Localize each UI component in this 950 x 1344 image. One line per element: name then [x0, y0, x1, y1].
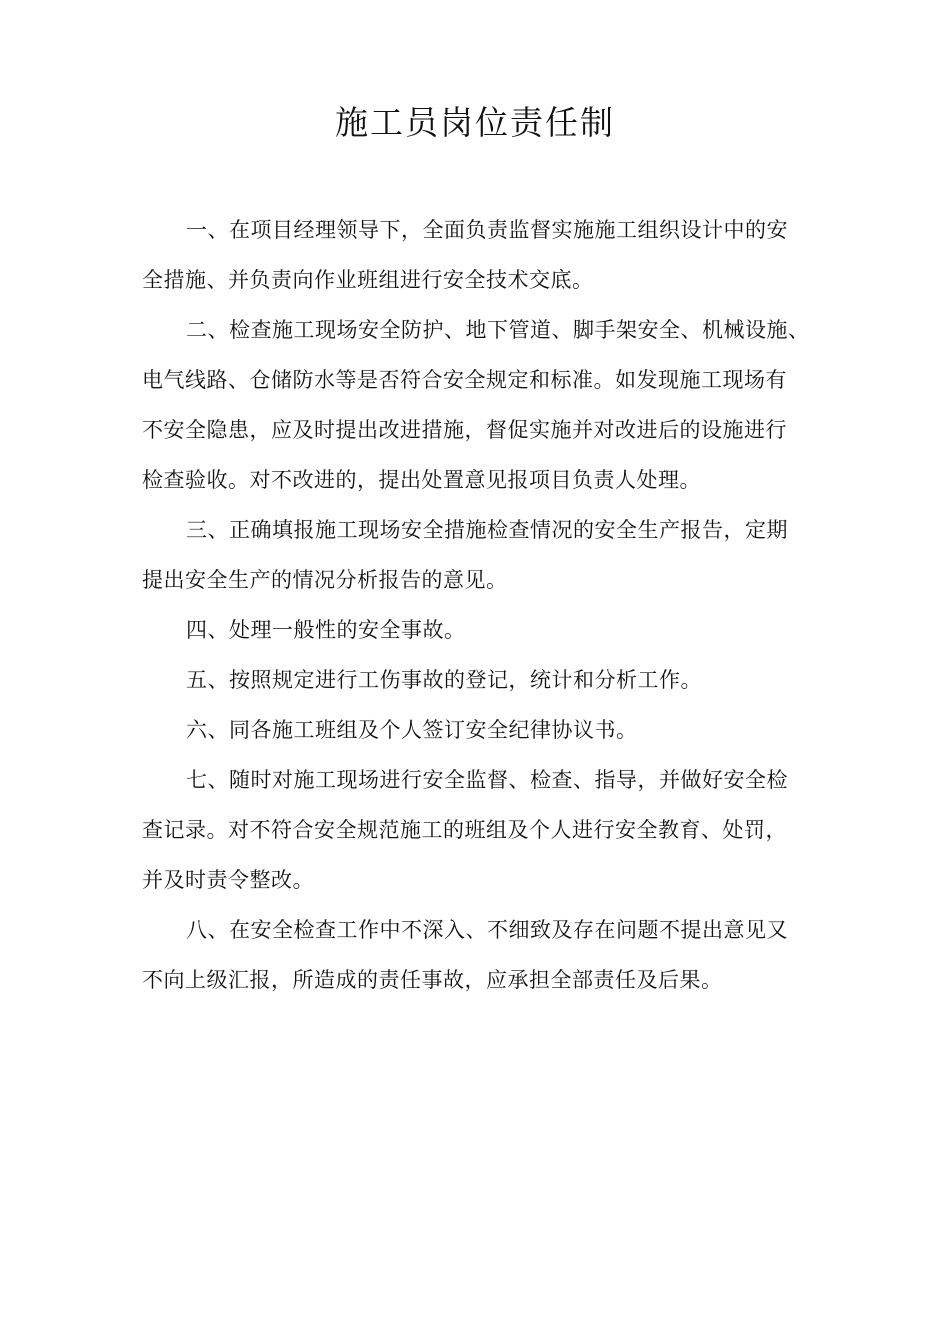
paragraph-line: 查记录。对不符合安全规范施工的班组及个人进行安全教育、处罚，: [142, 818, 787, 842]
paragraph-3: [142, 505, 822, 605]
paragraph-line: 不向上级汇报，所造成的责任事故，应承担全部责任及后果。: [142, 968, 723, 992]
paragraph-line: 电气线路、仓储防水等是否符合安全规定和标准。如发现施工现场有: [142, 368, 787, 392]
paragraph-8: [142, 905, 822, 1005]
paragraph-line: 全措施、并负责向作业班组进行安全技术交底。: [142, 268, 594, 292]
paragraph-7: [142, 755, 822, 905]
paragraph-6: [142, 705, 822, 755]
paragraph-4: [142, 605, 822, 655]
paragraph-line: 一、在项目经理领导下，全面负责监督实施施工组织设计中的安: [186, 218, 788, 242]
paragraph-2: [142, 305, 822, 505]
paragraph-line: 检查验收。对不改进的，提出处置意见报项目负责人处理。: [142, 468, 701, 492]
paragraph-line: 六、同各施工班组及个人签订安全纪律协议书。: [186, 718, 638, 742]
paragraph-line: 五、按照规定进行工伤事故的登记，统计和分析工作。: [186, 668, 702, 692]
paragraph-line: 二、检查施工现场安全防护、地下管道、脚手架安全、机械设施、: [186, 318, 810, 342]
paragraph-line: 不安全隐患，应及时提出改进措施，督促实施并对改进后的设施进行: [142, 418, 787, 442]
paragraph-line: 七、随时对施工现场进行安全监督、检查、指导，并做好安全检: [186, 768, 788, 792]
paragraph-line: 提出安全生产的情况分析报告的意见。: [142, 568, 508, 592]
paragraph-1: [142, 205, 822, 305]
paragraph-line: 三、正确填报施工现场安全措施检查情况的安全生产报告，定期: [186, 518, 788, 542]
paragraph-5: [142, 655, 822, 705]
document-body: [142, 205, 822, 1005]
document-title: 施工员岗位责任制: [335, 103, 615, 142]
paragraph-line: 四、处理一般性的安全事故。: [186, 618, 466, 642]
paragraph-line: 并及时责令整改。: [142, 868, 314, 892]
paragraph-line: 八、在安全检查工作中不深入、不细致及存在问题不提出意见又: [186, 918, 788, 942]
